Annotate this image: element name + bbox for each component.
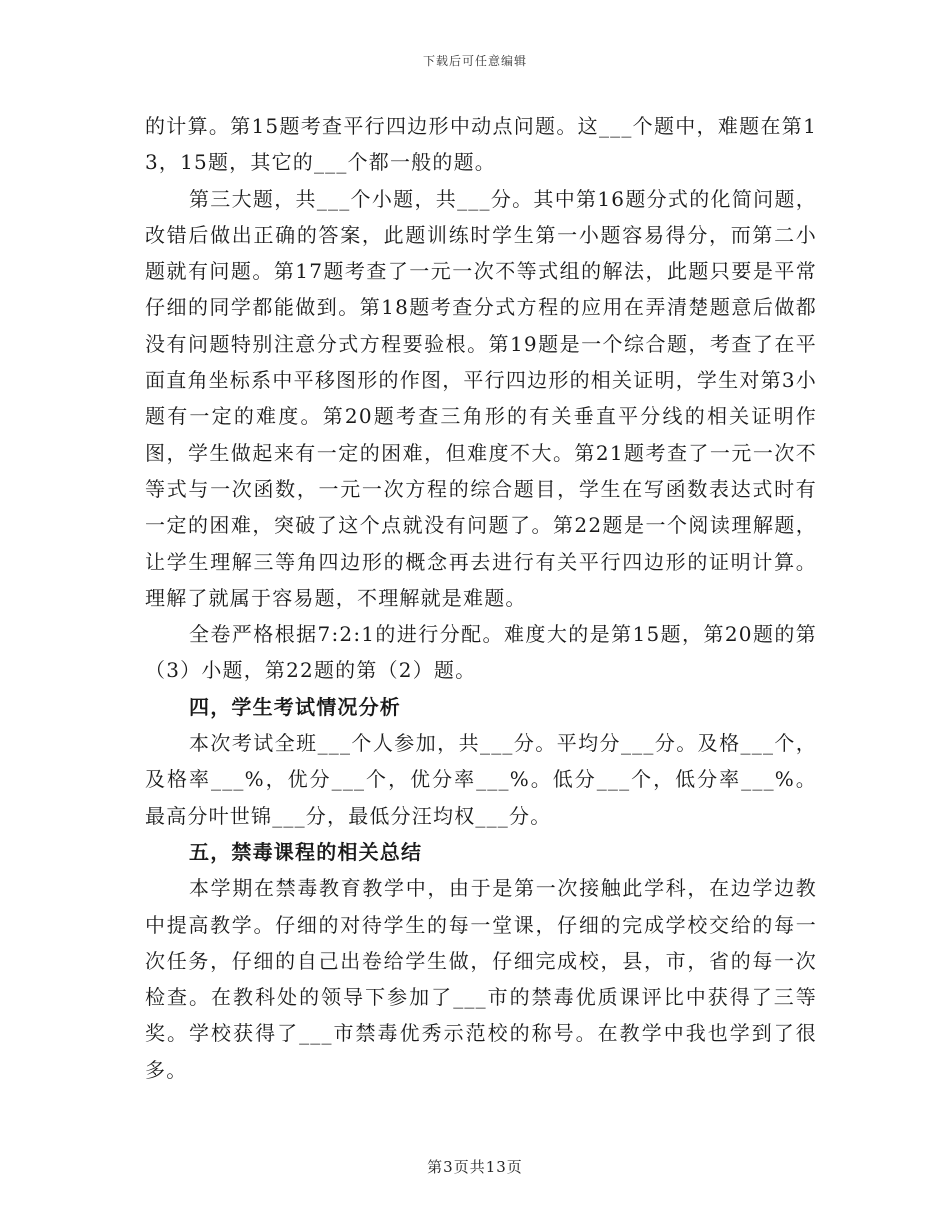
heading-exam-analysis: 四，学生考试情况分析 bbox=[189, 694, 401, 719]
heading-drug-course-summary: 五，禁毒课程的相关总结 bbox=[189, 839, 423, 864]
document-body bbox=[145, 108, 817, 1088]
paragraph-score-distribution: 全卷严格根据7:2:1的进行分配。难度大的是第15题，第20题的第（3）小题，第22题的第（2）题。 bbox=[145, 622, 817, 683]
page-number: 第3页共13页 bbox=[427, 1158, 523, 1176]
paragraph-drug-course: 本学期在禁毒教育教学中，由于是第一次接触此学科，在边学边教中提高教学。仔细的对待学生的每一堂课，仔细的完成学校交给的每一次任务，仔细的自己出卷给学生做，仔细完成校，县，市，省的每一次检查。在教科处的领导下参加了___市的禁毒优质课评比中获得了三等奖。学校获得了___市禁毒优秀示范校的称号。在教学中我也学到了很多。 bbox=[145, 876, 817, 1082]
page-header: 下载后可任意编辑 bbox=[422, 54, 527, 68]
paragraph-continuation: 的计算。第15题考查平行四边形中动点问题。这___个题中，难题在第13，15题，其它的___个都一般的题。 bbox=[145, 114, 817, 175]
paragraph-exam-results: 本次考试全班___个人参加，共___分。平均分___分。及格___个，及格率___%，优分___个，优分率___%。低分___个，低分率___%。最高分叶世锦___分，最低分汪均权___分。 bbox=[145, 731, 817, 828]
paragraph-section-three: 第三大题，共___个小题，共___分。其中第16题分式的化简问题，改错后做出正确的答案，此题训练时学生第一小题容易得分，而第二小题就有问题。第17题考查了一元一次不等式组的解法，此题只要是平常仔细的同学都能做到。第18题考查分式方程的应用在弄清楚题意后做都没有问题特别注意分式方程要验根。第19题是一个综合题，考查了在平面直角坐标系中平移图形的作图，平行四边形的相关证明，学生对第3小题有一定的难度。第20题考查三角形的有关垂直平分线的相关证明作图，学生做起来有一定的困难，但难度不大。第21题考查了一元一次不等式与一次函数，一元一次方程的综合题目，学生在写函数表达式时有一定的困难，突破了这个点就没有问题了。第22题是一个阅读理解题，让学生理解三等角四边形的概念再去进行有关平行四边形的证明计算。理解了就属于容易题，不理解就是难题。 bbox=[145, 186, 817, 610]
